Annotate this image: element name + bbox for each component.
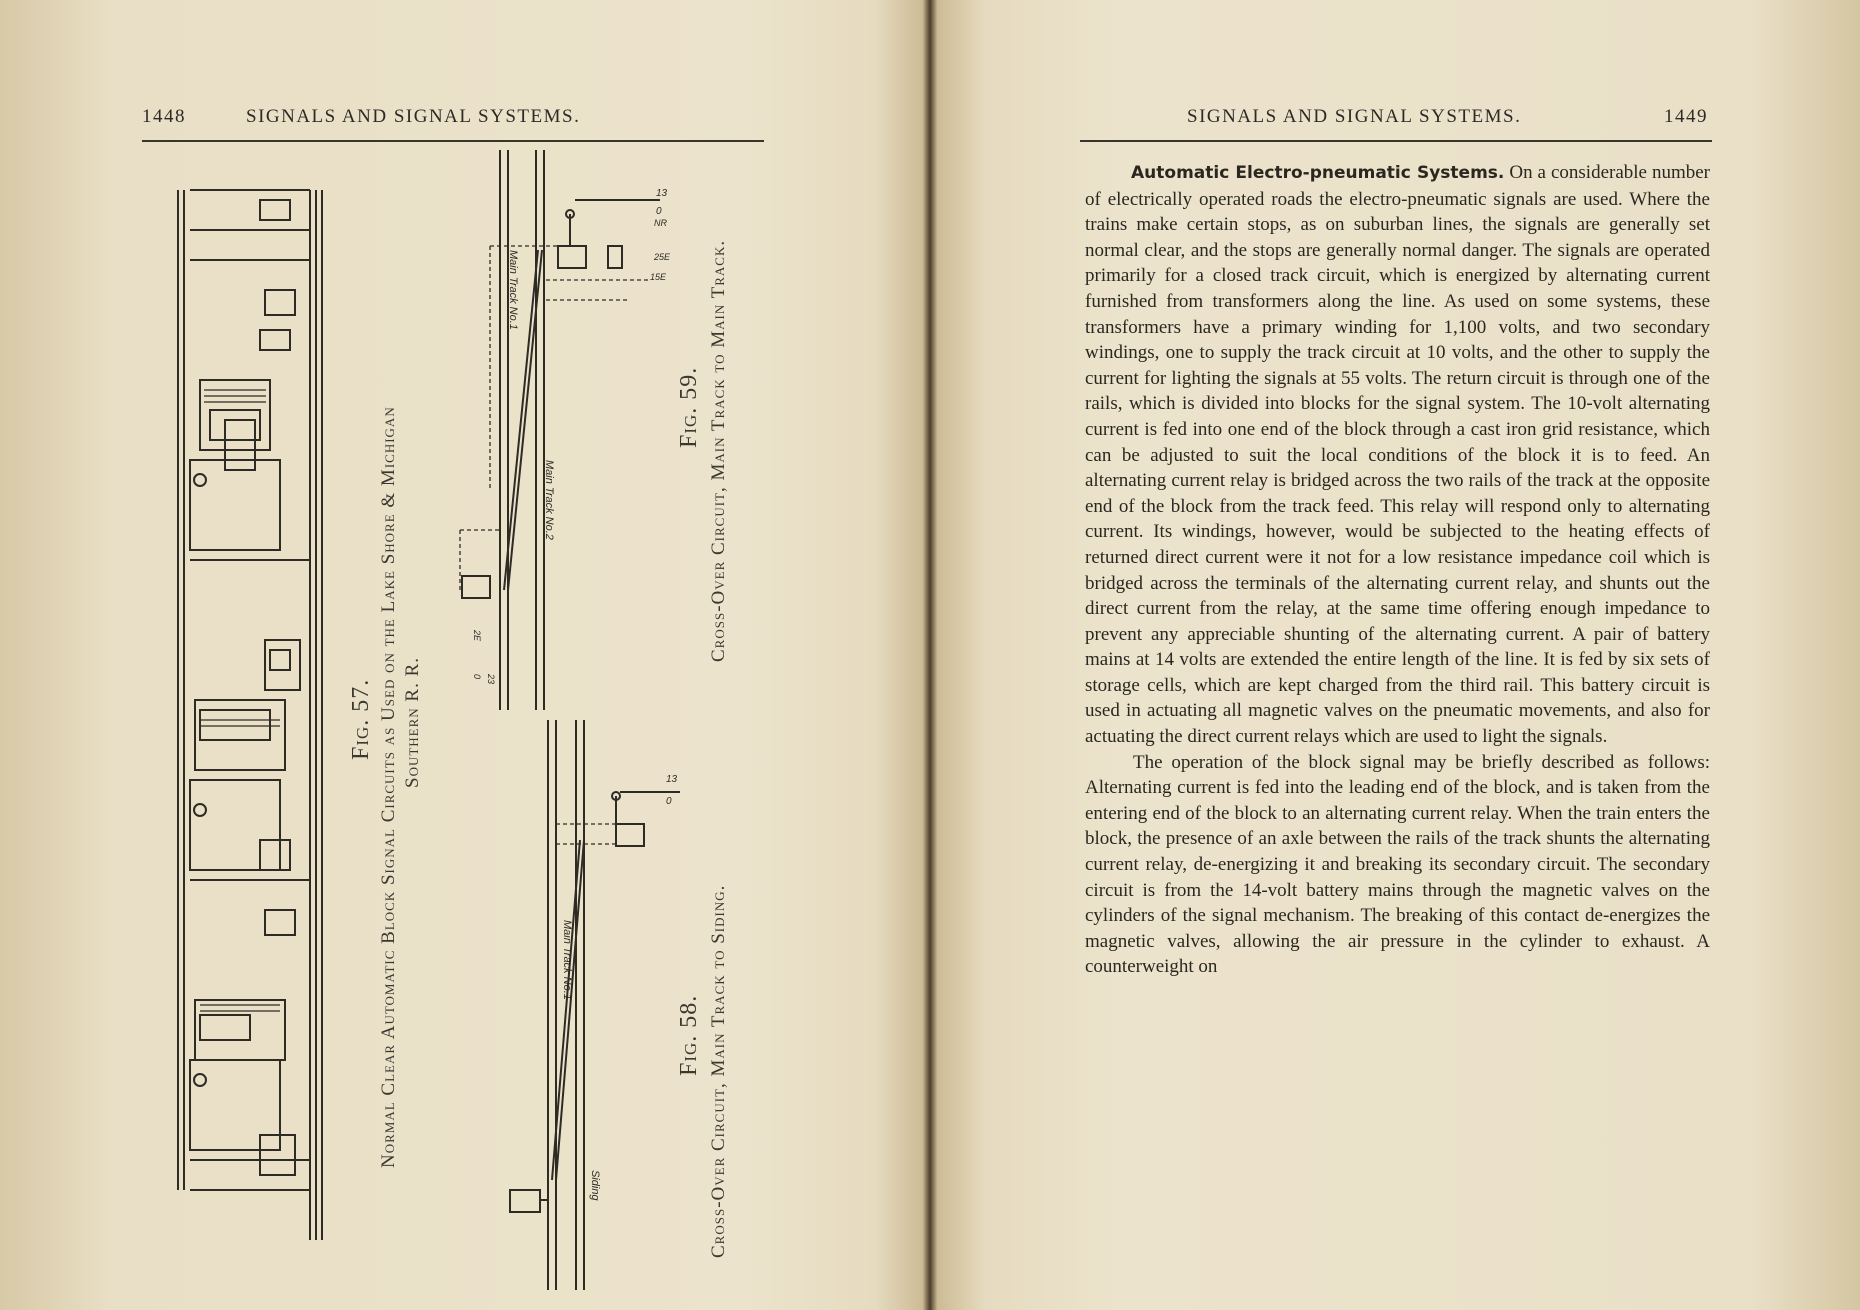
fig59-main-track-1: Main Track No.1 (507, 250, 519, 330)
section-heading: Automatic Electro-pneumatic Systems. (1131, 163, 1505, 183)
page-number-left: 1448 (142, 106, 186, 127)
fig57-label: Fig. 57. (348, 678, 374, 760)
fig58-signal-num: 13 (666, 774, 678, 785)
fig58-label: Fig. 58. (676, 994, 702, 1076)
running-head-right: SIGNALS AND SIGNAL SYSTEMS. (1187, 106, 1522, 127)
fig59-bottom-c: 23 (486, 674, 496, 685)
paragraph-2: The operation of the block signal may be briefly described as follows: Alternating current is fed into the leading end of the block, and is taken from the entering end of the block to an alternating current relay. When the train enters the block, the presence of an axle between the rails of the track shunts the alternating current relay, de-energizing it and breaking its secondary circuit. The secondary circuit is from the 14-volt battery mains through the magnetic valves on the cylinders of the signal mechanism. The breaking of this contact de-energizes the magnetic valves, allowing the air pressure in the cylinder to exhaust. A counterweight on (1085, 751, 1710, 978)
fig59-bottom-b: 0 (472, 674, 482, 680)
fig59-relay-b: 15E (650, 272, 667, 282)
header-rule-left (142, 140, 764, 142)
fig59-signal-pos: 0 (656, 206, 662, 217)
fig57-caption-line1: Normal Clear Automatic Block Signal Circuits as Used on the Lake Shore & Michigan (378, 406, 399, 1168)
running-head-left: SIGNALS AND SIGNAL SYSTEMS. (246, 106, 581, 127)
fig59-bottom-a: 2E (472, 630, 482, 642)
header-rule-right (1080, 140, 1712, 142)
page-number-right: 1449 (1664, 106, 1708, 127)
fig58-siding: Siding (589, 1170, 601, 1201)
fig59-signal-num: 13 (656, 188, 668, 199)
paragraph-1 (1085, 160, 1710, 750)
fig59-relay-a: 25E (654, 252, 671, 262)
fig59-label: Fig. 59. (676, 366, 702, 448)
fig58-main-track: Main Track No.1 (561, 920, 573, 1000)
fig57-caption-line2: Southern R. R. (402, 656, 423, 788)
fig59-crossover-diagram (450, 150, 690, 710)
fig57-circuit-diagram (170, 180, 330, 1240)
fig58-crossover-diagram (500, 720, 700, 1290)
fig58-caption: Cross-Over Circuit, Main Track to Siding. (708, 884, 729, 1258)
paragraph-1-text: On a considerable number of electrically operated roads the electro-pneumatic signals are used. Where the trains make certain stops, as on suburban lines, the signals are generally set normal clear, and the stops are generally normal danger. The signals are operated primarily for a closed track circuit, which is energized by alternating current furnished from transformers along the line. As used on some systems, these transformers have a primary winding for 1,100 volts, and two secondary windings, one to supply the track circuit at 10 volts, and the other to supply the current for lighting the signals at 55 volts. The return circuit is through one of the rails, which is divided into blocks for the signal system. The 10-volt alternating current is fed into one end of the block through a cast iron grid resistance, which can be adjusted to suit the local conditions of the block it is to feed. An alternating current relay is bridged across the two rails of the track at the opposite end of the block from the track feed. This relay will respond only to alternating current. Its windings, however, would be subjected to the heating effects of returned direct current were it not for a low resistance impedance coil which is bridged across the terminals of the alternating current relay, and shunts out the direct current from the relay, at the same time offering enough impedance to prevent any appreciable shunting of the alternating current. A pair of battery mains at 14 volts are extended the entire length of the line. It is fed by six sets of storage cells, which are kept charged from the third rail. This battery circuit is used in actuating all magnetic valves on the pneumatic movements, and also for actuating the direct current relays which are used to light the signals. (1085, 162, 1710, 748)
body-text (1085, 160, 1710, 980)
fig59-caption: Cross-Over Circuit, Main Track to Main Track. (708, 239, 729, 662)
fig59-signal-r: NR (654, 218, 667, 228)
fig59-main-track-2: Main Track No.2 (543, 460, 555, 540)
left-page (0, 0, 928, 1310)
fig58-signal-pos: 0 (666, 796, 672, 807)
